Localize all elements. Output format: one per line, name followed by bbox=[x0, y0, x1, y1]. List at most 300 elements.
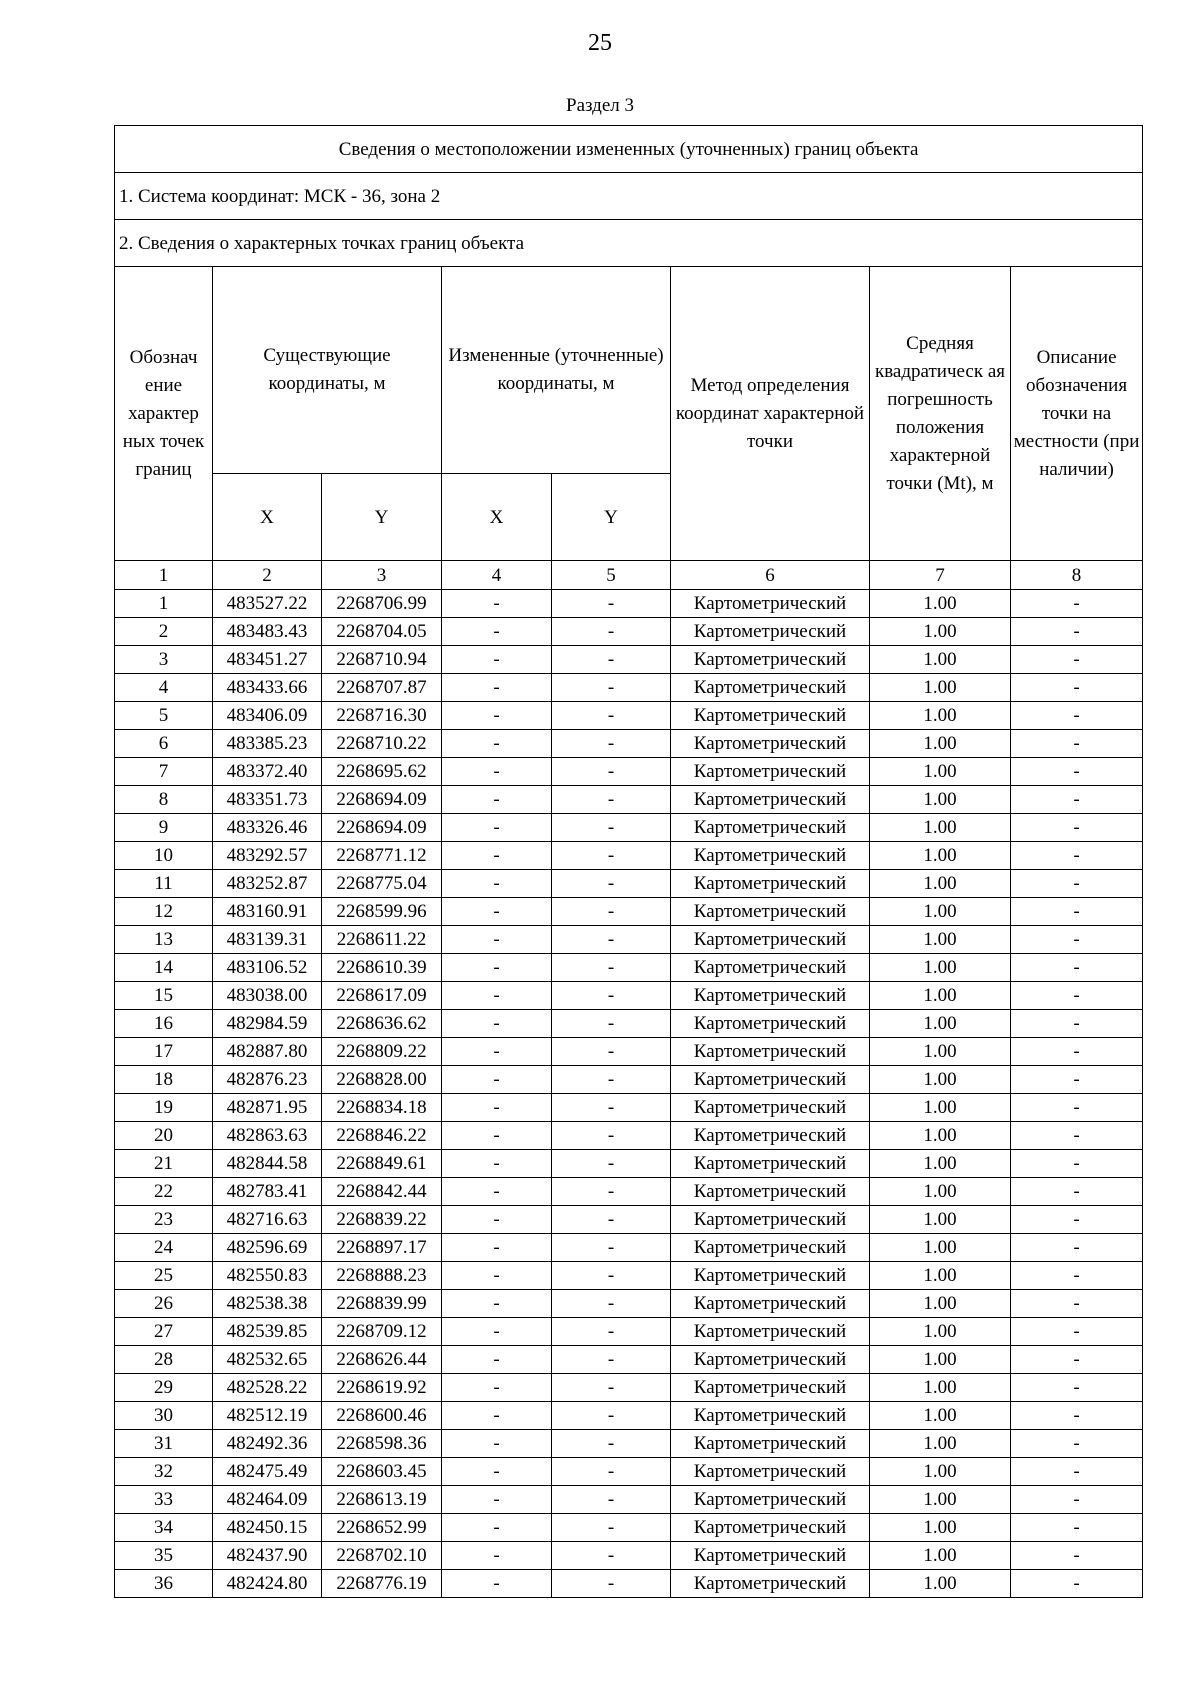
changed-x-cell: - bbox=[442, 1458, 552, 1486]
changed-y-cell: - bbox=[552, 1066, 671, 1094]
table-row bbox=[115, 1066, 1143, 1094]
point-number-cell: 4 bbox=[115, 674, 213, 702]
description-cell: - bbox=[1011, 1150, 1143, 1178]
existing-y-cell: 2268600.46 bbox=[322, 1402, 442, 1430]
changed-y-cell: - bbox=[552, 982, 671, 1010]
existing-x-cell: 482532.65 bbox=[213, 1346, 322, 1374]
table-title: Сведения о местоположении измененных (уточненных) границ объекта bbox=[115, 126, 1143, 173]
mean-error-cell: 1.00 bbox=[870, 1430, 1011, 1458]
existing-y-cell: 2268842.44 bbox=[322, 1178, 442, 1206]
header-changed-y: Y bbox=[552, 474, 671, 561]
description-cell: - bbox=[1011, 1234, 1143, 1262]
method-cell: Картометрический bbox=[671, 1430, 870, 1458]
method-cell: Картометрический bbox=[671, 1346, 870, 1374]
method-cell: Картометрический bbox=[671, 1514, 870, 1542]
mean-error-cell: 1.00 bbox=[870, 1290, 1011, 1318]
description-cell: - bbox=[1011, 646, 1143, 674]
point-number-cell: 20 bbox=[115, 1122, 213, 1150]
changed-y-cell: - bbox=[552, 954, 671, 982]
changed-x-cell: - bbox=[442, 926, 552, 954]
point-number-cell: 21 bbox=[115, 1150, 213, 1178]
method-cell: Картометрический bbox=[671, 1150, 870, 1178]
changed-x-cell: - bbox=[442, 1038, 552, 1066]
existing-x-cell: 482424.80 bbox=[213, 1570, 322, 1598]
changed-x-cell: - bbox=[442, 1290, 552, 1318]
changed-y-cell: - bbox=[552, 842, 671, 870]
mean-error-cell: 1.00 bbox=[870, 646, 1011, 674]
description-cell: - bbox=[1011, 1038, 1143, 1066]
method-cell: Картометрический bbox=[671, 1010, 870, 1038]
table-row bbox=[115, 618, 1143, 646]
changed-y-cell: - bbox=[552, 1234, 671, 1262]
existing-x-cell: 482716.63 bbox=[213, 1206, 322, 1234]
existing-x-cell: 482863.63 bbox=[213, 1122, 322, 1150]
existing-x-cell: 483038.00 bbox=[213, 982, 322, 1010]
changed-x-cell: - bbox=[442, 1374, 552, 1402]
table-row bbox=[115, 702, 1143, 730]
changed-y-cell: - bbox=[552, 926, 671, 954]
changed-x-cell: - bbox=[442, 842, 552, 870]
changed-y-cell: - bbox=[552, 1346, 671, 1374]
mean-error-cell: 1.00 bbox=[870, 1318, 1011, 1346]
method-cell: Картометрический bbox=[671, 646, 870, 674]
method-cell: Картометрический bbox=[671, 1318, 870, 1346]
existing-y-cell: 2268771.12 bbox=[322, 842, 442, 870]
existing-y-cell: 2268828.00 bbox=[322, 1066, 442, 1094]
table-row bbox=[115, 1458, 1143, 1486]
existing-y-cell: 2268834.18 bbox=[322, 1094, 442, 1122]
point-number-cell: 8 bbox=[115, 786, 213, 814]
changed-y-cell: - bbox=[552, 730, 671, 758]
table-row bbox=[115, 1038, 1143, 1066]
point-number-cell: 23 bbox=[115, 1206, 213, 1234]
description-cell: - bbox=[1011, 1010, 1143, 1038]
changed-x-cell: - bbox=[442, 1010, 552, 1038]
table-row bbox=[115, 1346, 1143, 1374]
existing-y-cell: 2268710.94 bbox=[322, 646, 442, 674]
point-number-cell: 19 bbox=[115, 1094, 213, 1122]
changed-y-cell: - bbox=[552, 1178, 671, 1206]
existing-x-cell: 483385.23 bbox=[213, 730, 322, 758]
existing-y-cell: 2268694.09 bbox=[322, 786, 442, 814]
table-row bbox=[115, 842, 1143, 870]
existing-x-cell: 483406.09 bbox=[213, 702, 322, 730]
mean-error-cell: 1.00 bbox=[870, 702, 1011, 730]
method-cell: Картометрический bbox=[671, 814, 870, 842]
mean-error-cell: 1.00 bbox=[870, 1346, 1011, 1374]
point-number-cell: 14 bbox=[115, 954, 213, 982]
changed-y-cell: - bbox=[552, 1318, 671, 1346]
changed-y-cell: - bbox=[552, 1206, 671, 1234]
column-number: 6 bbox=[671, 561, 870, 590]
changed-y-cell: - bbox=[552, 1122, 671, 1150]
table-row bbox=[115, 786, 1143, 814]
existing-x-cell: 482512.19 bbox=[213, 1402, 322, 1430]
page-number: 25 bbox=[588, 30, 612, 56]
description-cell: - bbox=[1011, 898, 1143, 926]
description-cell: - bbox=[1011, 870, 1143, 898]
method-cell: Картометрический bbox=[671, 674, 870, 702]
changed-x-cell: - bbox=[442, 1234, 552, 1262]
table-row bbox=[115, 1122, 1143, 1150]
table-row bbox=[115, 1542, 1143, 1570]
mean-error-cell: 1.00 bbox=[870, 1570, 1011, 1598]
changed-y-cell: - bbox=[552, 1430, 671, 1458]
description-cell: - bbox=[1011, 702, 1143, 730]
changed-y-cell: - bbox=[552, 1094, 671, 1122]
existing-x-cell: 483326.46 bbox=[213, 814, 322, 842]
column-number: 4 bbox=[442, 561, 552, 590]
changed-x-cell: - bbox=[442, 1262, 552, 1290]
mean-error-cell: 1.00 bbox=[870, 1038, 1011, 1066]
table-row bbox=[115, 1206, 1143, 1234]
mean-error-cell: 1.00 bbox=[870, 814, 1011, 842]
changed-x-cell: - bbox=[442, 1094, 552, 1122]
existing-x-cell: 483292.57 bbox=[213, 842, 322, 870]
existing-y-cell: 2268598.36 bbox=[322, 1430, 442, 1458]
point-number-cell: 36 bbox=[115, 1570, 213, 1598]
method-cell: Картометрический bbox=[671, 730, 870, 758]
changed-x-cell: - bbox=[442, 1150, 552, 1178]
changed-x-cell: - bbox=[442, 646, 552, 674]
point-number-cell: 3 bbox=[115, 646, 213, 674]
changed-x-cell: - bbox=[442, 758, 552, 786]
changed-x-cell: - bbox=[442, 730, 552, 758]
changed-x-cell: - bbox=[442, 618, 552, 646]
existing-x-cell: 482871.95 bbox=[213, 1094, 322, 1122]
method-cell: Картометрический bbox=[671, 898, 870, 926]
method-cell: Картометрический bbox=[671, 926, 870, 954]
mean-error-cell: 1.00 bbox=[870, 1402, 1011, 1430]
method-cell: Картометрический bbox=[671, 786, 870, 814]
existing-x-cell: 483483.43 bbox=[213, 618, 322, 646]
method-cell: Картометрический bbox=[671, 1066, 870, 1094]
existing-y-cell: 2268599.96 bbox=[322, 898, 442, 926]
method-cell: Картометрический bbox=[671, 954, 870, 982]
existing-y-cell: 2268849.61 bbox=[322, 1150, 442, 1178]
table-row bbox=[115, 1234, 1143, 1262]
existing-y-cell: 2268888.23 bbox=[322, 1262, 442, 1290]
changed-x-cell: - bbox=[442, 982, 552, 1010]
point-number-cell: 32 bbox=[115, 1458, 213, 1486]
mean-error-cell: 1.00 bbox=[870, 1234, 1011, 1262]
table-row bbox=[115, 1486, 1143, 1514]
mean-error-cell: 1.00 bbox=[870, 926, 1011, 954]
column-number: 7 bbox=[870, 561, 1011, 590]
existing-y-cell: 2268695.62 bbox=[322, 758, 442, 786]
changed-y-cell: - bbox=[552, 646, 671, 674]
description-cell: - bbox=[1011, 1542, 1143, 1570]
point-number-cell: 10 bbox=[115, 842, 213, 870]
existing-x-cell: 483139.31 bbox=[213, 926, 322, 954]
table-row bbox=[115, 1374, 1143, 1402]
existing-y-cell: 2268704.05 bbox=[322, 618, 442, 646]
changed-y-cell: - bbox=[552, 898, 671, 926]
description-cell: - bbox=[1011, 1514, 1143, 1542]
description-cell: - bbox=[1011, 954, 1143, 982]
existing-y-cell: 2268846.22 bbox=[322, 1122, 442, 1150]
point-number-cell: 25 bbox=[115, 1262, 213, 1290]
point-number-cell: 11 bbox=[115, 870, 213, 898]
point-number-cell: 7 bbox=[115, 758, 213, 786]
table-row bbox=[115, 870, 1143, 898]
method-cell: Картометрический bbox=[671, 1290, 870, 1318]
existing-y-cell: 2268809.22 bbox=[322, 1038, 442, 1066]
changed-y-cell: - bbox=[552, 1150, 671, 1178]
header-changed-x: X bbox=[442, 474, 552, 561]
changed-x-cell: - bbox=[442, 954, 552, 982]
header-existing-coordinates: Существующие координаты, м bbox=[213, 267, 442, 474]
column-number: 1 bbox=[115, 561, 213, 590]
point-number-cell: 24 bbox=[115, 1234, 213, 1262]
header-mean-error: Средняя квадратическ ая погрешность положения характерной точки (Mt), м bbox=[870, 267, 1011, 561]
description-cell: - bbox=[1011, 926, 1143, 954]
table-row bbox=[115, 1514, 1143, 1542]
description-cell: - bbox=[1011, 758, 1143, 786]
existing-x-cell: 483252.87 bbox=[213, 870, 322, 898]
changed-y-cell: - bbox=[552, 702, 671, 730]
description-cell: - bbox=[1011, 1430, 1143, 1458]
changed-x-cell: - bbox=[442, 1318, 552, 1346]
method-cell: Картометрический bbox=[671, 1570, 870, 1598]
mean-error-cell: 1.00 bbox=[870, 898, 1011, 926]
changed-y-cell: - bbox=[552, 786, 671, 814]
description-cell: - bbox=[1011, 1346, 1143, 1374]
coordinate-system: 1. Система координат: МСК - 36, зона 2 bbox=[115, 173, 1143, 220]
method-cell: Картометрический bbox=[671, 1262, 870, 1290]
existing-x-cell: 482844.58 bbox=[213, 1150, 322, 1178]
header-changed-coordinates: Измененные (уточненные) координаты, м bbox=[442, 267, 671, 474]
header-description: Описание обозначения точки на местности (при наличии) bbox=[1011, 267, 1143, 561]
table-row bbox=[115, 646, 1143, 674]
table-row bbox=[115, 982, 1143, 1010]
existing-y-cell: 2268636.62 bbox=[322, 1010, 442, 1038]
changed-x-cell: - bbox=[442, 1486, 552, 1514]
changed-x-cell: - bbox=[442, 1206, 552, 1234]
changed-y-cell: - bbox=[552, 1290, 671, 1318]
boundary-points-table bbox=[114, 125, 1143, 1598]
changed-y-cell: - bbox=[552, 1542, 671, 1570]
changed-y-cell: - bbox=[552, 1514, 671, 1542]
table-row bbox=[115, 954, 1143, 982]
existing-x-cell: 483106.52 bbox=[213, 954, 322, 982]
table-row bbox=[115, 1430, 1143, 1458]
description-cell: - bbox=[1011, 1206, 1143, 1234]
description-cell: - bbox=[1011, 1094, 1143, 1122]
description-cell: - bbox=[1011, 1402, 1143, 1430]
existing-y-cell: 2268716.30 bbox=[322, 702, 442, 730]
changed-x-cell: - bbox=[442, 1346, 552, 1374]
existing-y-cell: 2268775.04 bbox=[322, 870, 442, 898]
mean-error-cell: 1.00 bbox=[870, 1150, 1011, 1178]
method-cell: Картометрический bbox=[671, 618, 870, 646]
existing-x-cell: 482437.90 bbox=[213, 1542, 322, 1570]
existing-y-cell: 2268710.22 bbox=[322, 730, 442, 758]
table-row bbox=[115, 898, 1143, 926]
column-number: 3 bbox=[322, 561, 442, 590]
mean-error-cell: 1.00 bbox=[870, 1374, 1011, 1402]
existing-y-cell: 2268839.22 bbox=[322, 1206, 442, 1234]
changed-y-cell: - bbox=[552, 1570, 671, 1598]
changed-x-cell: - bbox=[442, 1570, 552, 1598]
existing-x-cell: 483433.66 bbox=[213, 674, 322, 702]
mean-error-cell: 1.00 bbox=[870, 674, 1011, 702]
changed-y-cell: - bbox=[552, 1374, 671, 1402]
method-cell: Картометрический bbox=[671, 1374, 870, 1402]
table-row bbox=[115, 1262, 1143, 1290]
mean-error-cell: 1.00 bbox=[870, 1094, 1011, 1122]
changed-x-cell: - bbox=[442, 1178, 552, 1206]
description-cell: - bbox=[1011, 1374, 1143, 1402]
table-row bbox=[115, 730, 1143, 758]
mean-error-cell: 1.00 bbox=[870, 618, 1011, 646]
mean-error-cell: 1.00 bbox=[870, 1458, 1011, 1486]
existing-y-cell: 2268626.44 bbox=[322, 1346, 442, 1374]
point-number-cell: 30 bbox=[115, 1402, 213, 1430]
existing-x-cell: 482887.80 bbox=[213, 1038, 322, 1066]
point-number-cell: 1 bbox=[115, 590, 213, 618]
mean-error-cell: 1.00 bbox=[870, 870, 1011, 898]
mean-error-cell: 1.00 bbox=[870, 1514, 1011, 1542]
point-number-cell: 28 bbox=[115, 1346, 213, 1374]
changed-y-cell: - bbox=[552, 870, 671, 898]
description-cell: - bbox=[1011, 786, 1143, 814]
header-existing-y: Y bbox=[322, 474, 442, 561]
existing-x-cell: 482984.59 bbox=[213, 1010, 322, 1038]
existing-y-cell: 2268652.99 bbox=[322, 1514, 442, 1542]
description-cell: - bbox=[1011, 842, 1143, 870]
changed-y-cell: - bbox=[552, 618, 671, 646]
method-cell: Картометрический bbox=[671, 842, 870, 870]
method-cell: Картометрический bbox=[671, 1178, 870, 1206]
column-number: 2 bbox=[213, 561, 322, 590]
changed-y-cell: - bbox=[552, 1010, 671, 1038]
changed-y-cell: - bbox=[552, 1262, 671, 1290]
changed-x-cell: - bbox=[442, 1122, 552, 1150]
mean-error-cell: 1.00 bbox=[870, 1122, 1011, 1150]
method-cell: Картометрический bbox=[671, 1206, 870, 1234]
mean-error-cell: 1.00 bbox=[870, 842, 1011, 870]
table-row bbox=[115, 758, 1143, 786]
mean-error-cell: 1.00 bbox=[870, 1486, 1011, 1514]
changed-y-cell: - bbox=[552, 758, 671, 786]
mean-error-cell: 1.00 bbox=[870, 1066, 1011, 1094]
description-cell: - bbox=[1011, 1458, 1143, 1486]
table-row bbox=[115, 926, 1143, 954]
point-number-cell: 22 bbox=[115, 1178, 213, 1206]
changed-x-cell: - bbox=[442, 1402, 552, 1430]
description-cell: - bbox=[1011, 1290, 1143, 1318]
mean-error-cell: 1.00 bbox=[870, 1010, 1011, 1038]
table-row bbox=[115, 1402, 1143, 1430]
header-point-designation: Обознач ение характер ных точек границ bbox=[115, 267, 213, 561]
existing-y-cell: 2268839.99 bbox=[322, 1290, 442, 1318]
changed-x-cell: - bbox=[442, 814, 552, 842]
changed-x-cell: - bbox=[442, 870, 552, 898]
changed-y-cell: - bbox=[552, 814, 671, 842]
mean-error-cell: 1.00 bbox=[870, 786, 1011, 814]
column-number-row bbox=[115, 561, 1143, 590]
existing-y-cell: 2268613.19 bbox=[322, 1486, 442, 1514]
existing-y-cell: 2268610.39 bbox=[322, 954, 442, 982]
mean-error-cell: 1.00 bbox=[870, 758, 1011, 786]
existing-y-cell: 2268603.45 bbox=[322, 1458, 442, 1486]
mean-error-cell: 1.00 bbox=[870, 954, 1011, 982]
point-number-cell: 27 bbox=[115, 1318, 213, 1346]
point-number-cell: 5 bbox=[115, 702, 213, 730]
point-number-cell: 17 bbox=[115, 1038, 213, 1066]
point-number-cell: 13 bbox=[115, 926, 213, 954]
method-cell: Картометрический bbox=[671, 1542, 870, 1570]
description-cell: - bbox=[1011, 730, 1143, 758]
existing-x-cell: 483160.91 bbox=[213, 898, 322, 926]
points-heading: 2. Сведения о характерных точках границ объекта bbox=[115, 220, 1143, 267]
description-cell: - bbox=[1011, 1122, 1143, 1150]
changed-x-cell: - bbox=[442, 1514, 552, 1542]
mean-error-cell: 1.00 bbox=[870, 590, 1011, 618]
existing-x-cell: 483372.40 bbox=[213, 758, 322, 786]
table-row bbox=[115, 1290, 1143, 1318]
description-cell: - bbox=[1011, 1066, 1143, 1094]
point-number-cell: 16 bbox=[115, 1010, 213, 1038]
column-number: 5 bbox=[552, 561, 671, 590]
column-number: 8 bbox=[1011, 561, 1143, 590]
changed-y-cell: - bbox=[552, 1486, 671, 1514]
changed-x-cell: - bbox=[442, 1542, 552, 1570]
method-cell: Картометрический bbox=[671, 1486, 870, 1514]
existing-x-cell: 482538.38 bbox=[213, 1290, 322, 1318]
changed-x-cell: - bbox=[442, 1066, 552, 1094]
description-cell: - bbox=[1011, 1318, 1143, 1346]
changed-x-cell: - bbox=[442, 1430, 552, 1458]
table-row bbox=[115, 674, 1143, 702]
existing-x-cell: 482876.23 bbox=[213, 1066, 322, 1094]
existing-x-cell: 482539.85 bbox=[213, 1318, 322, 1346]
mean-error-cell: 1.00 bbox=[870, 1542, 1011, 1570]
existing-x-cell: 482783.41 bbox=[213, 1178, 322, 1206]
existing-x-cell: 482550.83 bbox=[213, 1262, 322, 1290]
method-cell: Картометрический bbox=[671, 758, 870, 786]
point-number-cell: 12 bbox=[115, 898, 213, 926]
existing-y-cell: 2268706.99 bbox=[322, 590, 442, 618]
method-cell: Картометрический bbox=[671, 702, 870, 730]
point-number-cell: 9 bbox=[115, 814, 213, 842]
header-method: Метод определения координат характерной точки bbox=[671, 267, 870, 561]
point-number-cell: 33 bbox=[115, 1486, 213, 1514]
point-number-cell: 18 bbox=[115, 1066, 213, 1094]
existing-y-cell: 2268611.22 bbox=[322, 926, 442, 954]
existing-x-cell: 483527.22 bbox=[213, 590, 322, 618]
point-number-cell: 15 bbox=[115, 982, 213, 1010]
description-cell: - bbox=[1011, 1486, 1143, 1514]
description-cell: - bbox=[1011, 618, 1143, 646]
changed-x-cell: - bbox=[442, 786, 552, 814]
changed-y-cell: - bbox=[552, 1458, 671, 1486]
existing-x-cell: 482596.69 bbox=[213, 1234, 322, 1262]
existing-y-cell: 2268694.09 bbox=[322, 814, 442, 842]
point-number-cell: 35 bbox=[115, 1542, 213, 1570]
mean-error-cell: 1.00 bbox=[870, 1178, 1011, 1206]
table-row bbox=[115, 590, 1143, 618]
table-row bbox=[115, 1318, 1143, 1346]
description-cell: - bbox=[1011, 1262, 1143, 1290]
description-cell: - bbox=[1011, 590, 1143, 618]
existing-y-cell: 2268709.12 bbox=[322, 1318, 442, 1346]
existing-x-cell: 482492.36 bbox=[213, 1430, 322, 1458]
method-cell: Картометрический bbox=[671, 1234, 870, 1262]
mean-error-cell: 1.00 bbox=[870, 1262, 1011, 1290]
changed-x-cell: - bbox=[442, 898, 552, 926]
